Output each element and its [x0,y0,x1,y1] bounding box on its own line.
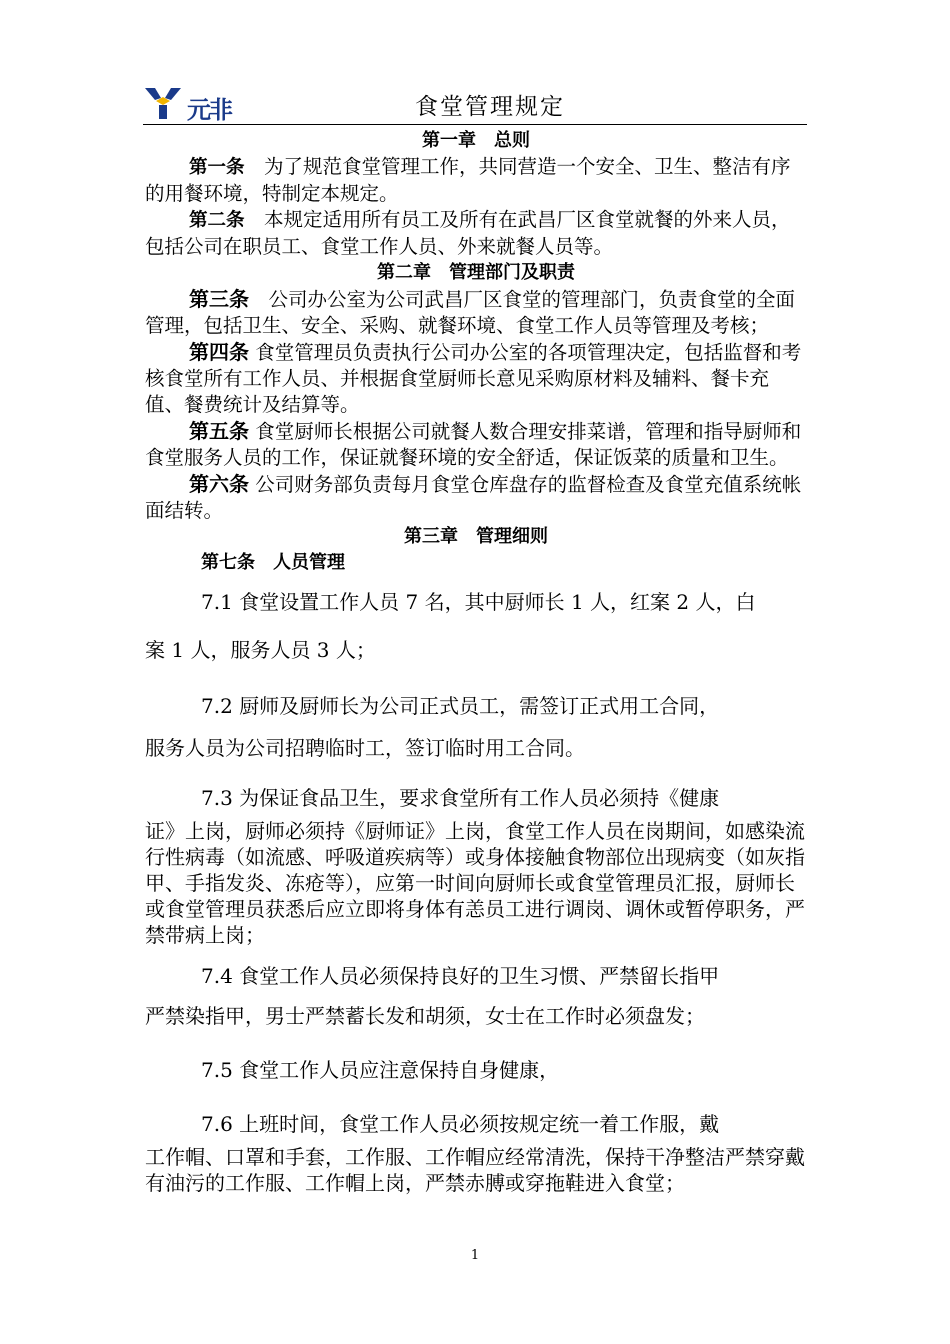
chapter-3-heading: 第三章 管理细则 [404,526,548,547]
article-1 [145,154,807,207]
clause-7-5 [145,1044,807,1096]
clause-7-2-line1: 7.2 厨师及厨师长为公司正式员工，需签订正式用工合同， [201,694,720,718]
article-6-label: 第六条 [189,472,249,496]
page-header [143,82,807,125]
clause-7-3-rest: 证》上岗，厨师必须持《厨师证》上岗，食堂工作人员在岗期间，如感染流行性病毒（如流感、呼吸道疾病等）或身体接触食物部位出现病变（如灰指甲、手指发炎、冻疮等），应第一时间向厨师长或食堂管理员汇报，厨师长或食堂管理员获悉后应立即将身体有恙员工进行调岗、调休或暂停职务，严禁带病上岗； [145,819,805,947]
article-3 [145,286,807,339]
clause-7-5-line1: 7.5 食堂工作人员应注意保持自身健康， [201,1058,560,1082]
page-number: 1 [470,1248,480,1263]
clause-7-1 [145,582,807,678]
article-5 [145,418,807,471]
clause-7-2-rest: 服务人员为公司招聘临时工，签订临时用工合同。 [145,736,585,760]
article-5-text: 食堂厨师长根据公司就餐人数合理安排菜谱，管理和指导厨师和食堂服务人员的工作，保证就餐环境的安全舒适，保证饭菜的质量和卫生。 [145,420,802,469]
article-2 [145,207,807,260]
chapter-2-heading: 第二章 管理部门及职责 [377,262,575,283]
article-3-label: 第三条 [189,287,249,311]
article-2-text: 本规定适用所有员工及所有在武昌厂区食堂就餐的外来人员，包括公司在职员工、食堂工作人员、外来就餐人员等。 [145,208,791,258]
clause-7-1-rest: 案 1 人，服务人员 3 人； [145,638,376,662]
company-logo [143,86,263,124]
clause-7-3-line1: 7.3 为保证食品卫生，要求食堂所有工作人员必须持《健康 [201,786,720,810]
article-1-text: 为了规范食堂管理工作，共同营造一个安全、卫生、整洁有序的用餐环境，特制定本规定。 [145,155,791,205]
article-4-label: 第四条 [189,340,249,364]
clause-7-3 [145,778,807,948]
clause-7-6 [145,1104,807,1196]
logo-text: 元非 [187,96,231,124]
article-1-label: 第一条 [189,157,245,178]
article-4 [145,339,807,418]
clause-7-6-rest: 工作帽、口罩和手套，工作服、工作帽应经常清洗，保持干净整洁严禁穿戴有油污的工作服、工作帽上岗，严禁赤膊或穿拖鞋进入食堂； [145,1145,805,1195]
article-6 [145,471,807,524]
clause-7-1-line1: 7.1 食堂设置工作人员 7 名，其中厨师长 1 人，红案 2 人，白 [201,590,756,614]
clause-7-4-line1: 7.4 食堂工作人员必须保持良好的卫生习惯、严禁留长指甲 [201,964,720,988]
document-title: 食堂管理规定 [415,94,565,120]
article-4-text: 食堂管理员负责执行公司办公室的各项管理决定，包括监督和考核食堂所有工作人员、并根据食堂厨师长意见采购原材料及辅料、餐卡充值、餐费统计及结算等。 [145,341,802,416]
article-3-text: 公司办公室为公司武昌厂区食堂的管理部门，负责食堂的全面管理，包括卫生、安全、采购、就餐环境、食堂工作人员等管理及考核； [145,288,796,337]
article-6-text: 公司财务部负责每月食堂仓库盘存的监督检查及食堂充值系统帐面结转。 [145,473,802,522]
clause-7-6-line1: 7.6 上班时间，食堂工作人员必须按规定统一着工作服，戴 [201,1112,720,1136]
chapter-1-heading: 第一章 总则 [422,130,530,151]
article-7-heading: 第七条 人员管理 [201,552,345,573]
logo-y-icon [143,86,183,120]
clause-7-4 [145,956,807,1036]
document-body [145,128,807,1204]
clause-7-4-rest: 严禁染指甲，男士严禁蓄长发和胡须，女士在工作时必须盘发； [145,1004,705,1028]
article-5-label: 第五条 [189,419,249,443]
article-2-label: 第二条 [189,210,245,231]
clause-7-2 [145,686,807,770]
